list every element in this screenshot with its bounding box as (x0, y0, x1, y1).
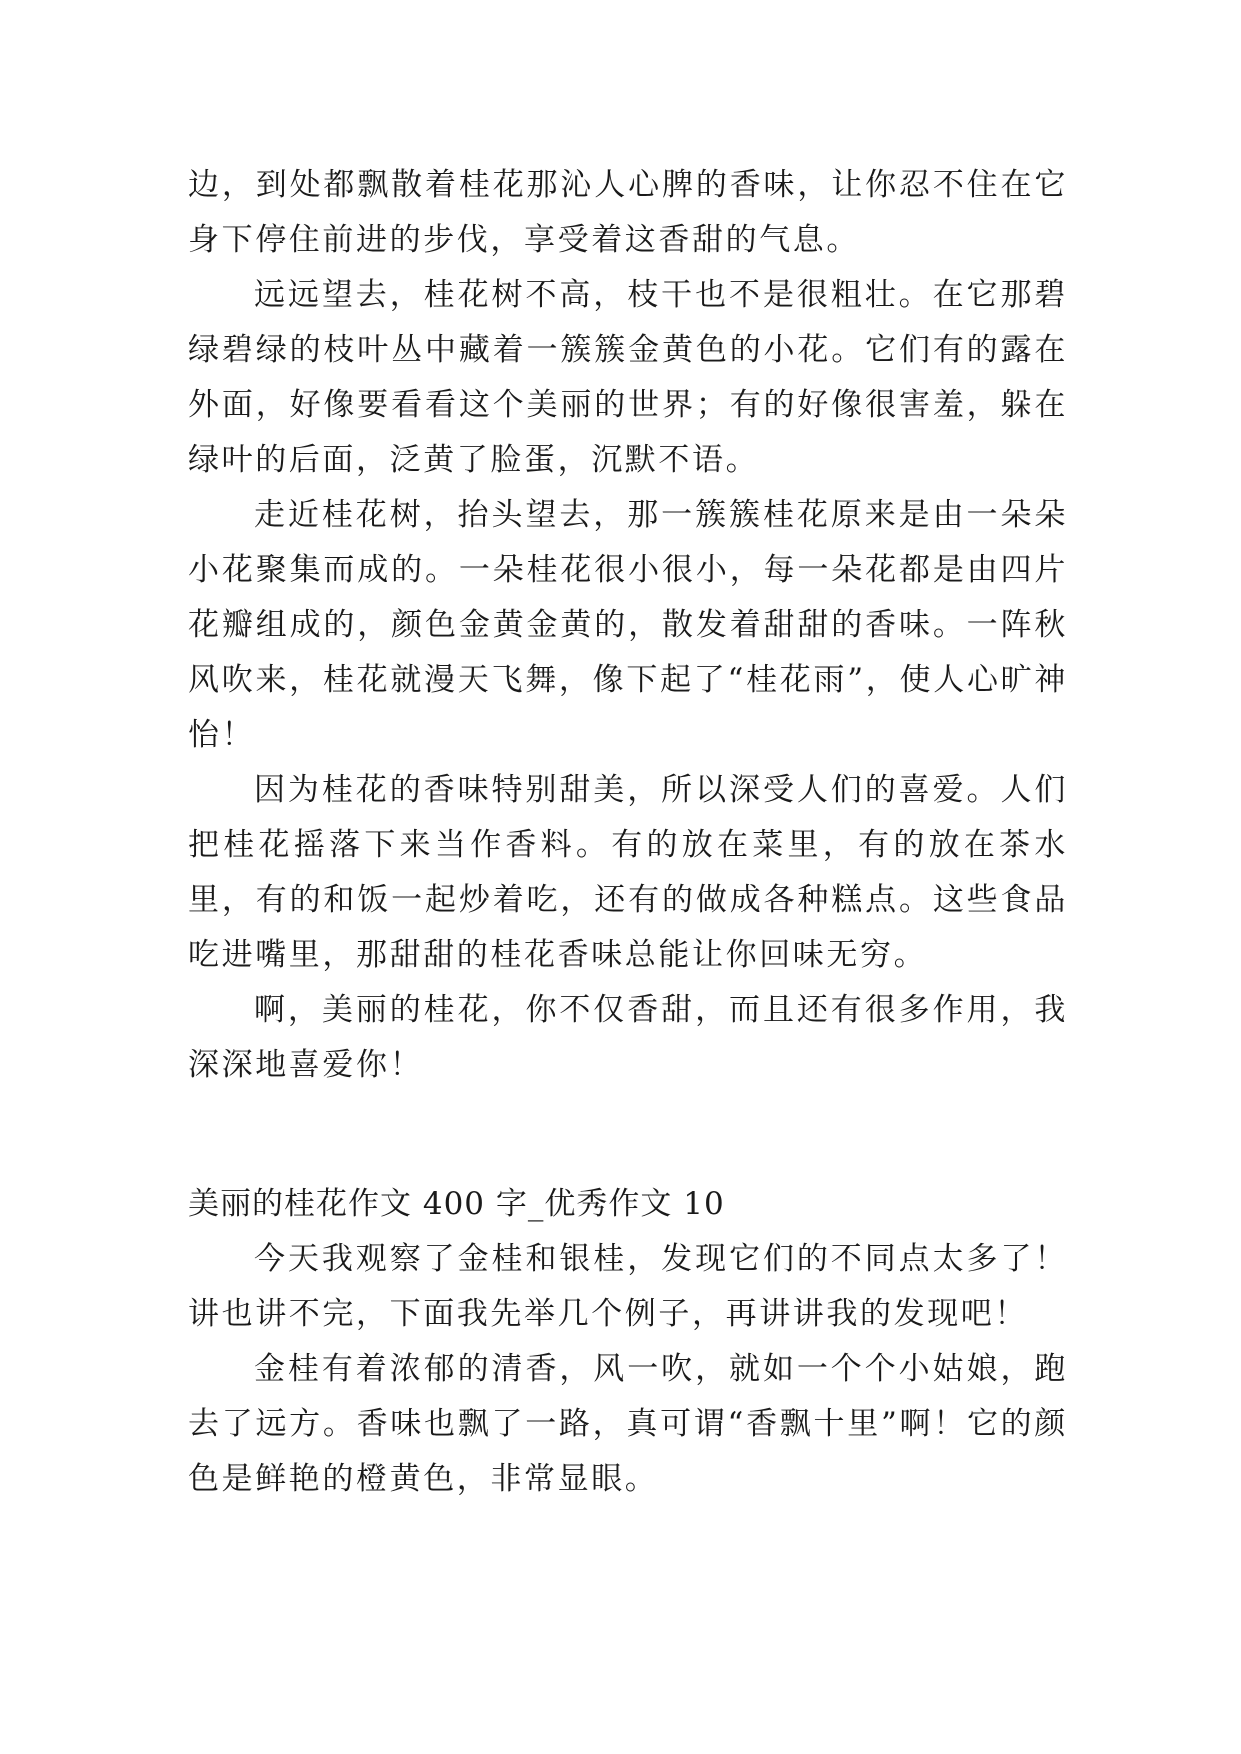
paragraph-observation: 今天我观察了金桂和银桂，发现它们的不同点太多了！讲也讲不完，下面我先举几个例子，再讲讲我的发现吧！ (188, 1241, 1068, 1332)
paragraph-conclusion: 啊，美丽的桂花，你不仅香甜，而且还有很多作用，我深深地喜爱你！ (188, 992, 1068, 1083)
document-body (188, 158, 1068, 1507)
paragraph-uses: 因为桂花的香味特别甜美，所以深受人们的喜爱。人们把桂花摇落下来当作香料。有的放在菜里，有的放在茶水里，有的和饭一起炒着吃，还有的做成各种糕点。这些食品吃进嘴里，那甜甜的桂花香味总能让你回味无穷。 (188, 772, 1068, 973)
section-title: 美丽的桂花作文 400 字_优秀作文 10 (188, 1186, 725, 1222)
paragraph-golden-osmanthus: 金桂有着浓郁的清香，风一吹，就如一个个小姑娘，跑去了远方。香味也飘了一路，真可谓“香飘十里”啊！它的颜色是鲜艳的橙黄色，非常显眼。 (188, 1351, 1068, 1497)
paragraph-continuation: 边，到处都飘散着桂花那沁人心脾的香味，让你忍不住在它身下停住前进的步伐，享受着这香甜的气息。 (188, 167, 1068, 258)
paragraph-distant-view: 远远望去，桂花树不高，枝干也不是很粗壮。在它那碧绿碧绿的枝叶丛中藏着一簇簇金黄色的小花。它们有的露在外面，好像要看看这个美丽的世界；有的好像很害羞，躲在绿叶的后面，泛黄了脸蛋，沉默不语。 (188, 277, 1068, 478)
paragraph-close-view: 走近桂花树，抬头望去，那一簇簇桂花原来是由一朵朵小花聚集而成的。一朵桂花很小很小，每一朵花都是由四片花瓣组成的，颜色金黄金黄的，散发着甜甜的香味。一阵秋风吹来，桂花就漫天飞舞，像下起了“桂花雨”，使人心旷神怡！ (188, 497, 1068, 753)
